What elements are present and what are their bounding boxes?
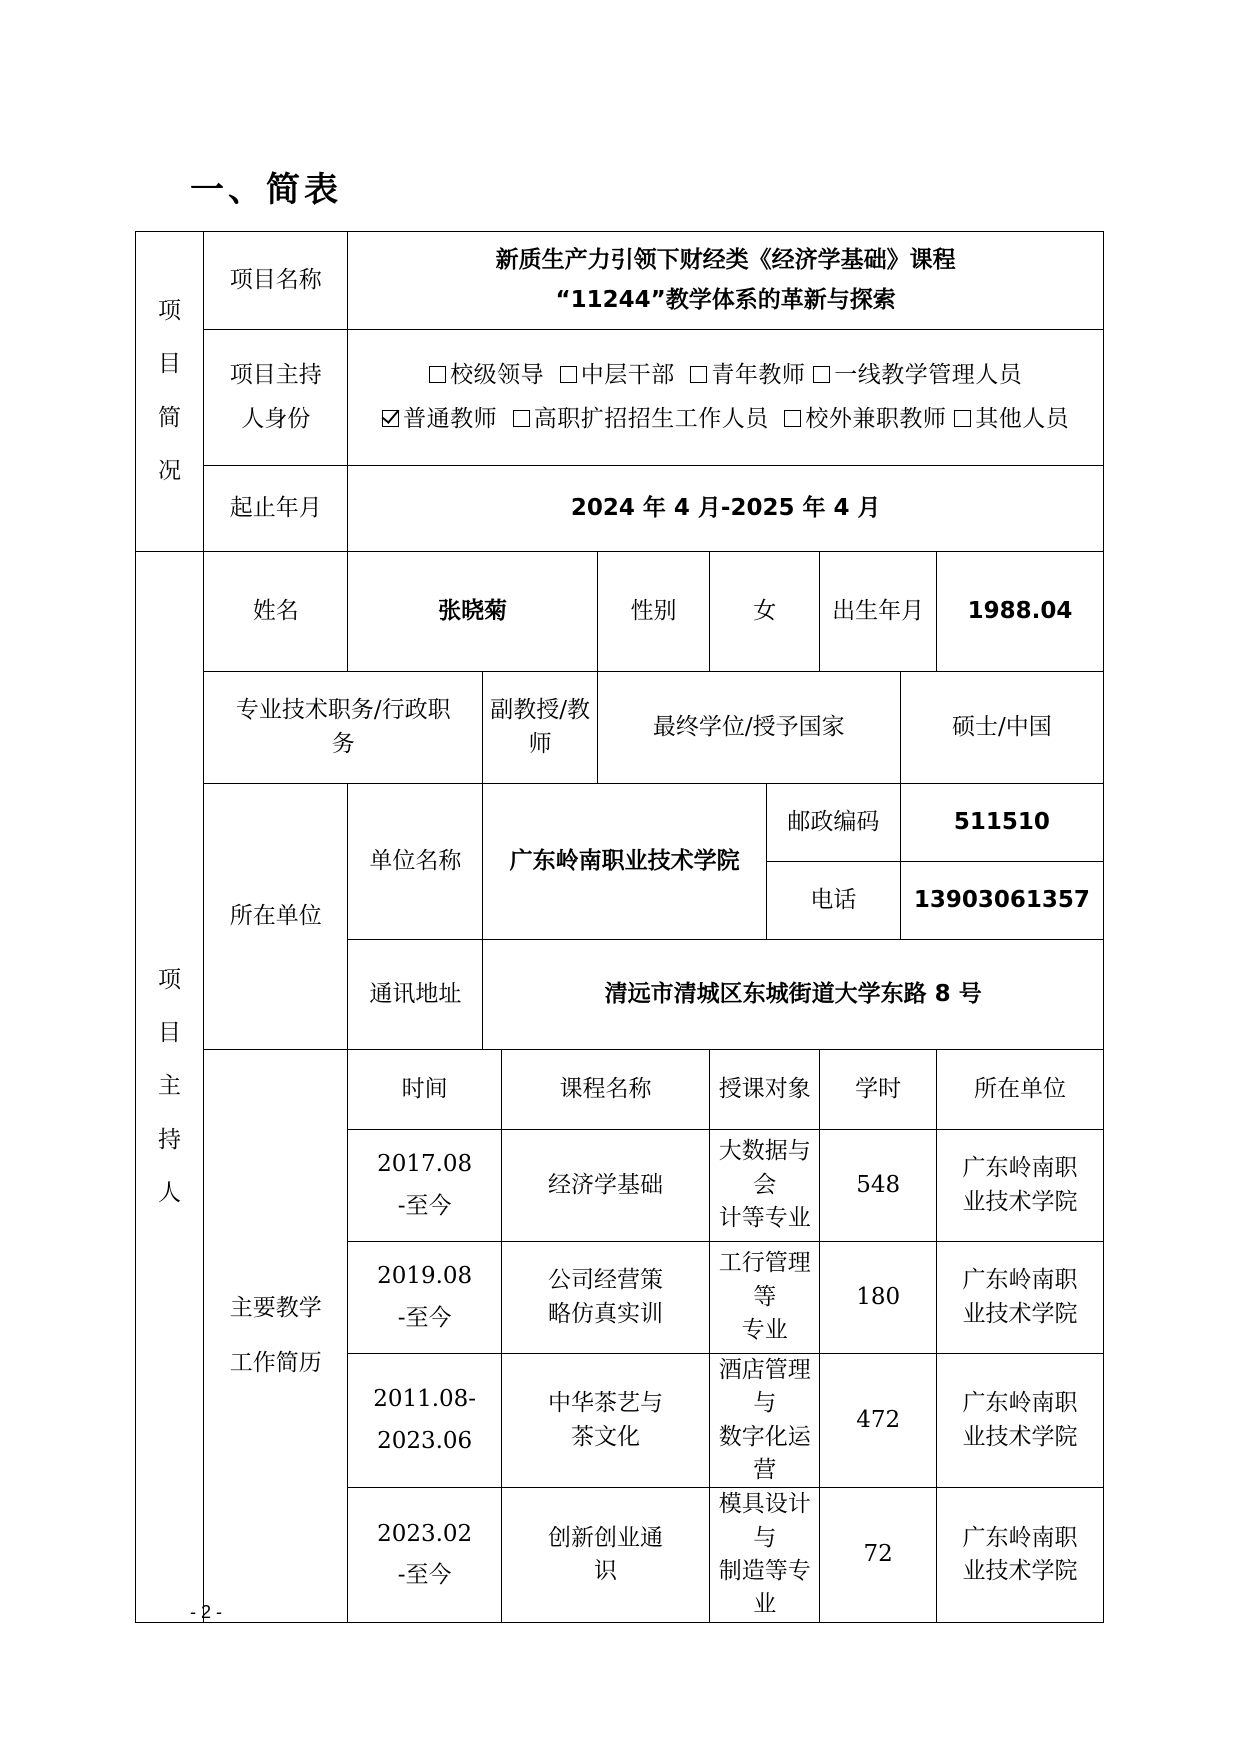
project-name-label: 项目名称 — [204, 232, 348, 330]
host-identity-options — [348, 330, 1104, 466]
history-hours: 548 — [820, 1130, 936, 1242]
identity-option-5[interactable]: 高职扩招招生工作人员 — [513, 406, 769, 432]
history-unit: 广东岭南职 业技术学院 — [936, 1130, 1103, 1242]
name-value: 张晓菊 — [348, 552, 597, 672]
gender-label: 性别 — [597, 552, 709, 672]
identity-option-6[interactable]: 校外兼职教师 — [784, 406, 946, 432]
history-course: 经济学基础 — [501, 1130, 709, 1242]
history-course: 公司经营策 略仿真实训 — [501, 1242, 709, 1354]
page-title: 一、简表 — [190, 170, 342, 210]
title-label: 专业技术职务/行政职 务 — [204, 672, 483, 784]
history-time: 2023.02 -至今 — [348, 1488, 502, 1622]
degree-value: 硕士/中国 — [900, 672, 1103, 784]
history-time: 2011.08- 2023.06 — [348, 1354, 502, 1488]
history-unit: 广东岭南职 业技术学院 — [936, 1488, 1103, 1622]
postcode-value: 511510 — [900, 784, 1103, 862]
project-name-value: 新质生产力引领下财经类《经济学基础》课程 “11244”教学体系的革新与探索 — [348, 232, 1104, 330]
unit-name-value: 广东岭南职业技术学院 — [483, 784, 766, 940]
checkbox-icon[interactable] — [429, 366, 446, 383]
phone-value: 13903061357 — [900, 862, 1103, 940]
overview-section-label: 项 目 简 况 — [136, 232, 204, 552]
title-value: 副教授/教师 — [483, 672, 597, 784]
history-course: 创新创业通 识 — [501, 1488, 709, 1622]
host-identity-label: 项目主持 人身份 — [204, 330, 348, 466]
identity-option-2[interactable]: 青年教师 — [690, 362, 805, 388]
checked-checkbox-icon[interactable] — [382, 410, 399, 427]
address-value: 清远市清城区东城街道大学东路 8 号 — [483, 940, 1104, 1050]
history-target: 模具设计与 制造等专业 — [710, 1488, 820, 1622]
history-header-unit: 所在单位 — [936, 1050, 1103, 1130]
page-number: - 2 - — [190, 1602, 223, 1622]
postcode-label: 邮政编码 — [766, 784, 900, 862]
period-label: 起止年月 — [204, 466, 348, 552]
host-section-label: 项 目 主 持 人 — [136, 552, 204, 1623]
history-hours: 180 — [820, 1242, 936, 1354]
degree-label: 最终学位/授予国家 — [597, 672, 900, 784]
checkbox-icon[interactable] — [690, 366, 707, 383]
checkbox-icon[interactable] — [813, 366, 830, 383]
history-header-target: 授课对象 — [710, 1050, 820, 1130]
birth-value: 1988.04 — [936, 552, 1103, 672]
history-label: 主要教学 工作简历 — [204, 1050, 348, 1623]
checkbox-icon[interactable] — [513, 410, 530, 427]
history-hours: 472 — [820, 1354, 936, 1488]
history-header-course: 课程名称 — [501, 1050, 709, 1130]
birth-label: 出生年月 — [820, 552, 936, 672]
identity-option-1[interactable]: 中层干部 — [560, 362, 675, 388]
history-target: 大数据与会 计等专业 — [710, 1130, 820, 1242]
summary-table — [135, 231, 1104, 1623]
history-target: 酒店管理与 数字化运营 — [710, 1354, 820, 1488]
checkbox-icon[interactable] — [954, 410, 971, 427]
identity-option-0[interactable]: 校级领导 — [429, 362, 544, 388]
history-hours: 72 — [820, 1488, 936, 1622]
name-label: 姓名 — [204, 552, 348, 672]
identity-option-7[interactable]: 其他人员 — [954, 406, 1069, 432]
address-label: 通讯地址 — [348, 940, 483, 1050]
history-time: 2019.08 -至今 — [348, 1242, 502, 1354]
identity-option-3[interactable]: 一线教学管理人员 — [813, 362, 1022, 388]
unit-label: 所在单位 — [204, 784, 348, 1050]
history-header-hours: 学时 — [820, 1050, 936, 1130]
checkbox-icon[interactable] — [560, 366, 577, 383]
history-course: 中华茶艺与 茶文化 — [501, 1354, 709, 1488]
history-unit: 广东岭南职 业技术学院 — [936, 1242, 1103, 1354]
gender-value: 女 — [710, 552, 820, 672]
identity-option-4[interactable]: 普通教师 — [382, 406, 497, 432]
history-target: 工行管理等 专业 — [710, 1242, 820, 1354]
unit-name-label: 单位名称 — [348, 784, 483, 940]
phone-label: 电话 — [766, 862, 900, 940]
period-value: 2024 年 4 月-2025 年 4 月 — [348, 466, 1104, 552]
checkbox-icon[interactable] — [784, 410, 801, 427]
history-header-time: 时间 — [348, 1050, 502, 1130]
history-unit: 广东岭南职 业技术学院 — [936, 1354, 1103, 1488]
history-time: 2017.08 -至今 — [348, 1130, 502, 1242]
